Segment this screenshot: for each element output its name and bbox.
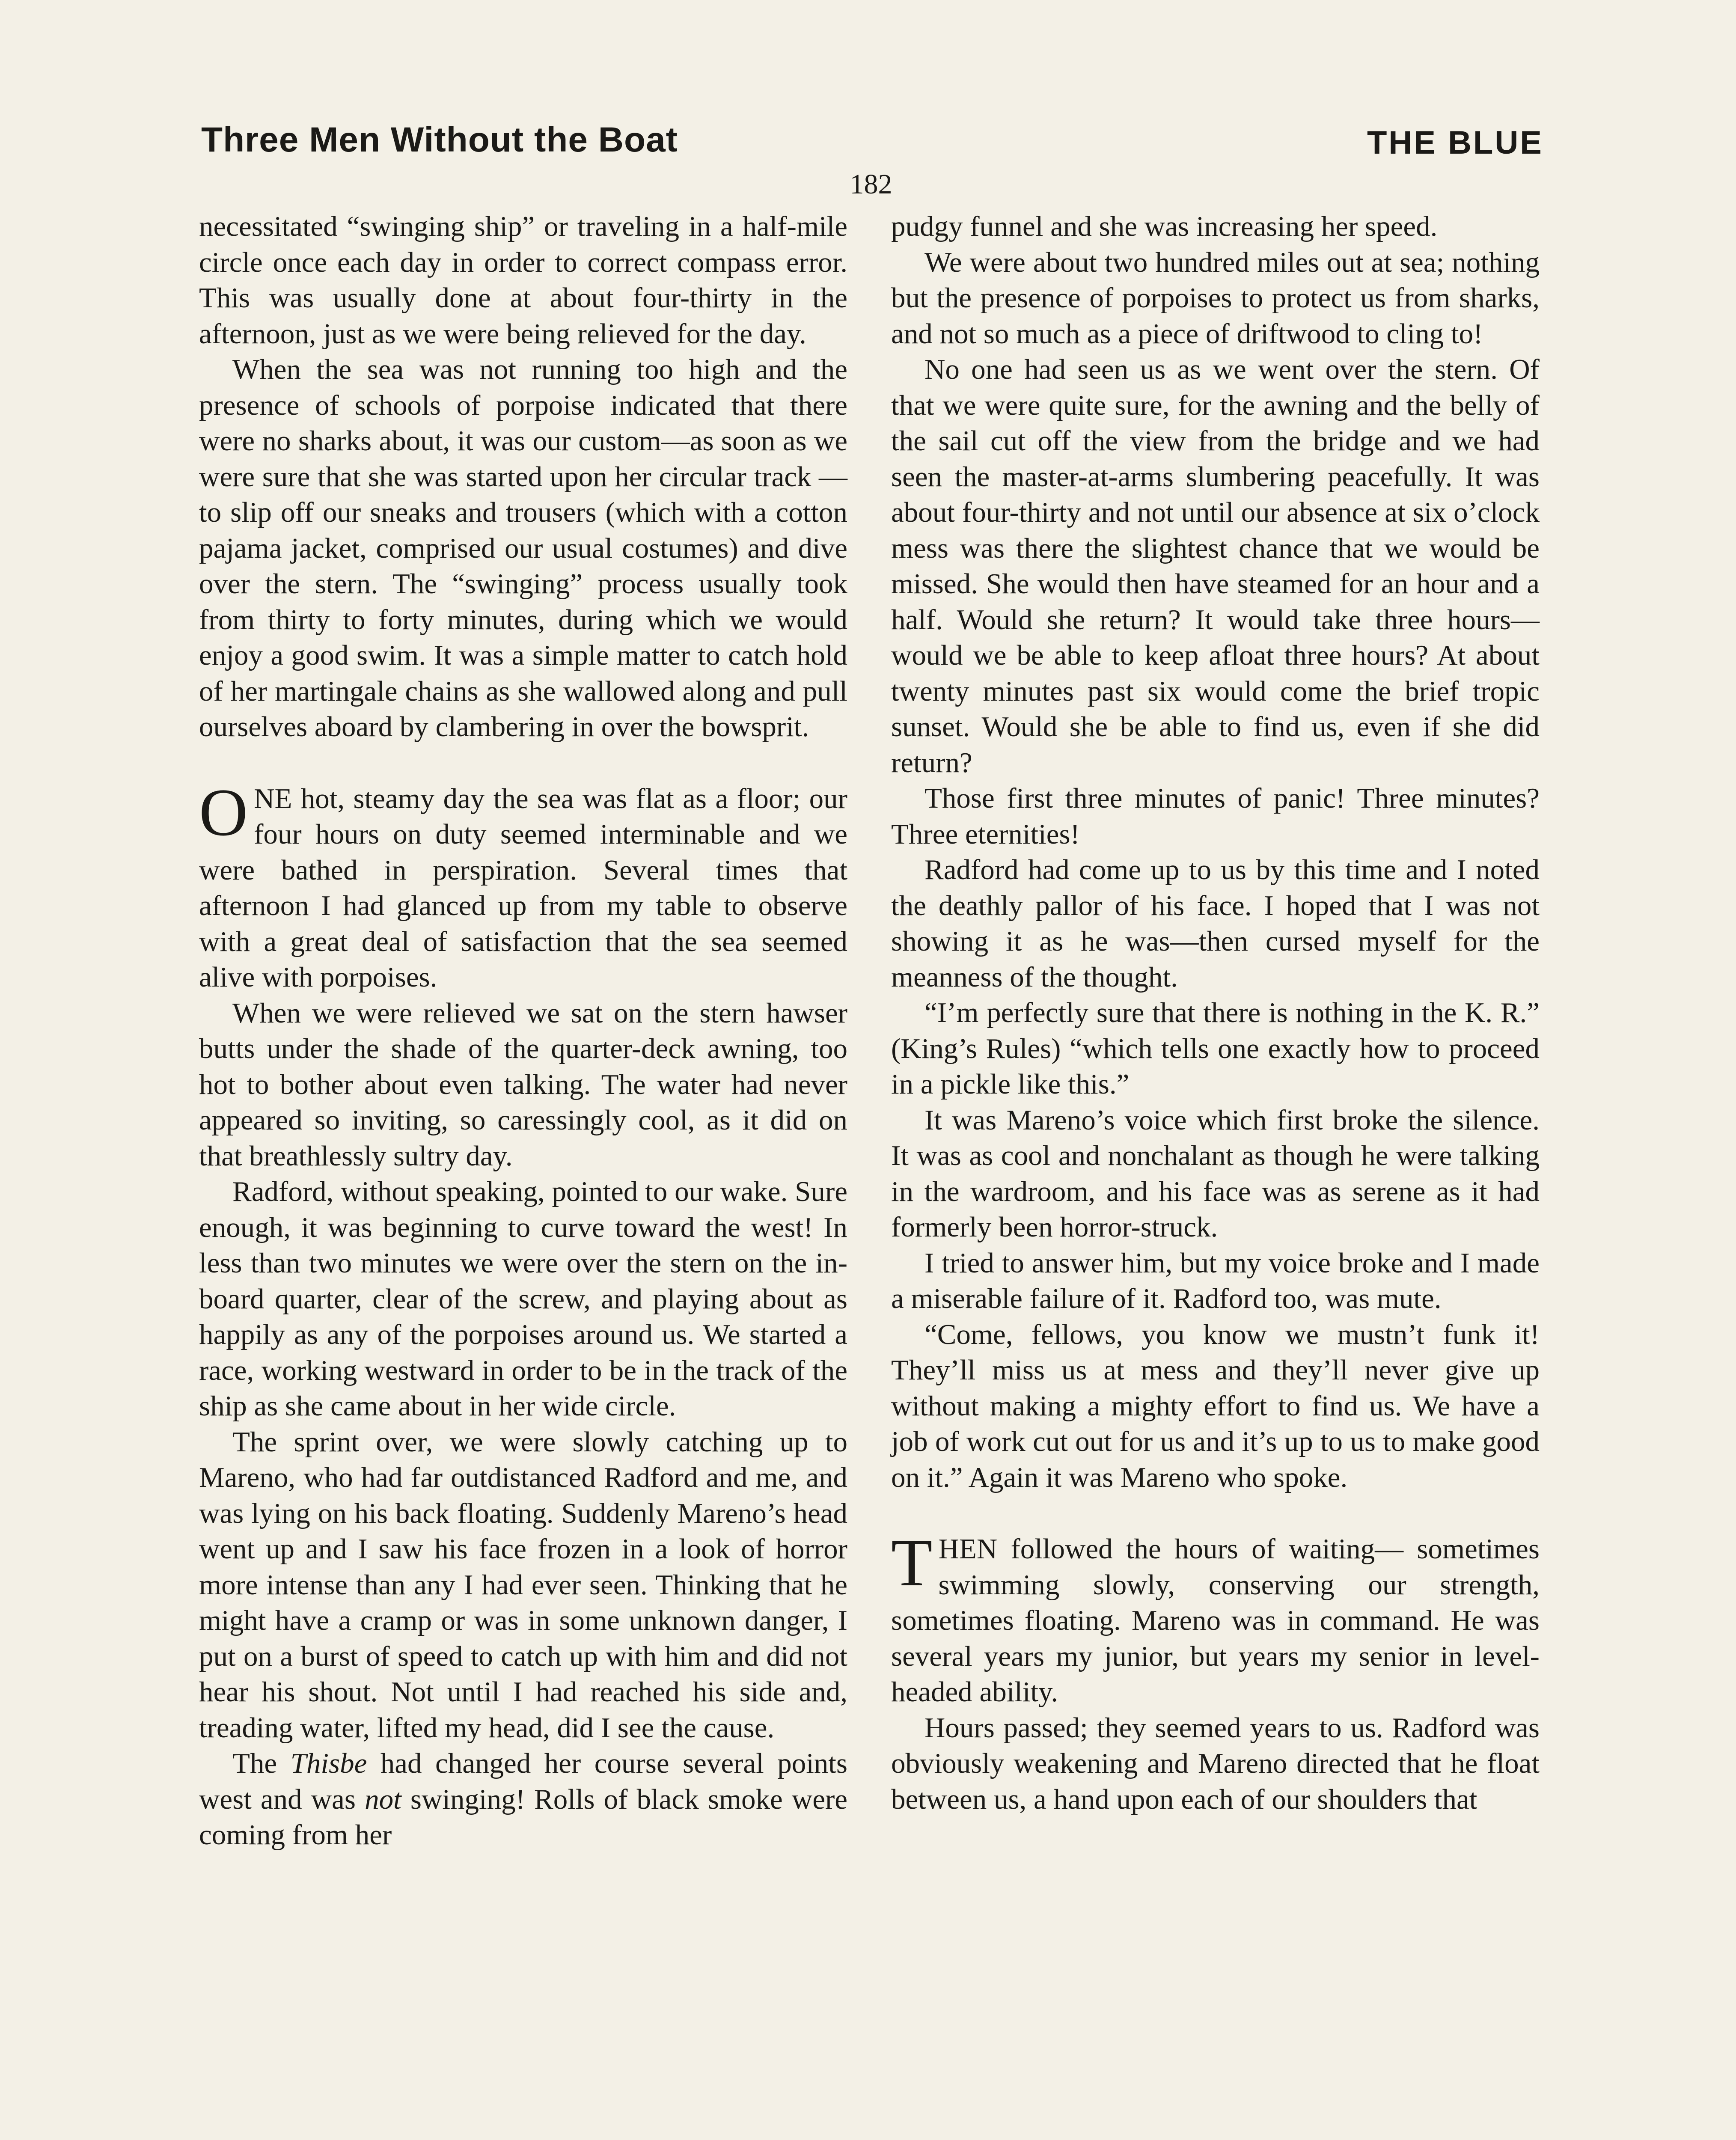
paragraph: Hours passed; they seemed years to us. Radford was obviously weakening and Mareno directed that he float between us, a hand upon each of our shoulders that [891,1712,1540,1815]
emphasis: not [365,1783,401,1815]
paragraph: Those first three minutes of panic! Three minutes? Three eternities! [891,782,1540,850]
paragraph: The sprint over, we were slowly catching up to Mareno, who had far outdistanced Radford and me, and was lying on his back floating. Suddenly Mareno’s head went up and I saw his face frozen in a look of horror more intense than any I had ever seen. Thinking that he might have a cramp or was in some unknown danger, I put on a burst of speed to catch up with him and did not hear his shout. Not until I had reached his side and, treading water, lifted my head, did I see the cause. [199,1426,847,1744]
paragraph: “Come, fellows, you know we mustn’t funk it! They’ll miss us at mess and they’ll never give up without making a mighty effort to find us. We have a job of work cut out for us and it’s up to us to make good on it.” Again it was Mareno who spoke. [891,1318,1540,1493]
paragraph: No one had seen us as we went over the stern. Of that we were quite sure, for the awning and the belly of the sail cut off the view from the bridge and we had seen the master-at-arms slumbering peacefully. It was about four-thirty and not until our absence at six o’clock mess was there the slightest chance that we would be missed. She would then have steamed for an hour and a half. Would she return? It would take three hours—would we be able to keep afloat three hours? At about twenty minutes past six would come the brief tropic sunset. Would she be able to find us, even if she did return? [891,354,1540,779]
paragraph: We were about two hundred miles out at sea; nothing but the presence of porpoises to protect us from sharks, and not so much as a piece of driftwood to cling to! [891,246,1540,350]
paragraph: When we were relieved we sat on the stern hawser butts under the shade of the quarter-deck awning, too hot to bother about even talking. The water had never appeared so inviting, so caressingly cool, as it did on that breathlessly sultry day. [199,997,847,1172]
paragraph: I tried to answer him, but my voice broke and I made a miserable failure of it. Radford too, was mute. [891,1247,1540,1314]
section-paragraph [199,775,847,996]
text-run: swinging! Rolls of black smoke were coming from her [199,1783,847,1851]
page-number: 182 [850,169,892,200]
drop-cap: T [891,1525,933,1600]
paragraph: Radford had come up to us by this time and I noted the deathly pallor of his face. I hoped that I was not showing it as he was—then cursed myself for the meanness of the thought. [891,854,1540,993]
text-run: had changed her course several points west and was [199,1748,847,1815]
paragraph: It was Mareno’s voice which first broke the silence. It was as cool and nonchalant as though he were talking in the wardroom, and his face was as serene as it had formerly been horror-struck. [891,1104,1540,1243]
paragraph-text: NE hot, steamy day the sea was flat as a floor; our four hours on duty seemed interminable and we were bathed in perspiration. Several times that afternoon I had glanced up from my table to observe with a great deal of satisfaction that the sea seemed alive with porpoises. [199,782,847,993]
left-column [199,209,847,1853]
story-title: Three Men Without the Boat [201,120,678,159]
paragraph: Radford, without speaking, pointed to our wake. Sure enough, it was beginning to curve toward the west! In less than two minutes we were over the stern on the inboard quarter, clear of the screw, and playing about as happily as any of the porpoises around us. We started a race, working westward in order to be in the track of the ship as she came about in her wide circle. [199,1176,847,1422]
text-run: The [232,1748,291,1779]
magazine-name: THE BLUE [1367,125,1543,161]
paragraph: pudgy funnel and she was increasing her speed. [891,211,1438,242]
right-column [891,209,1540,1817]
paragraph: necessitated “swinging ship” or traveling in a half-mile circle once each day in order to correct compass error. This was usually done at about four-thirty in the afternoon, just as we were being relieved for the day. [199,211,847,350]
paragraph-text: HEN followed the hours of waiting— sometimes swimming slowly, conserving our strength, sometimes floating. Mareno was in command. He was several years my junior, but years my senior in level-headed ability. [891,1533,1540,1708]
paragraph: When the sea was not running too high and the presence of schools of porpoise indicated that there were no sharks about, it was our custom—as soon as we were sure that she was started upon her circular track —to slip off our sneaks and trousers (which with a cotton pajama jacket, comprised our usual costumes) and dive over the stern. The “swinging” process usually took from thirty to forty minutes, during which we would enjoy a good swim. It was a simple matter to catch hold of her martingale chains as she wallowed along and pull ourselves aboard by clambering in over the bowsprit. [199,354,847,743]
section-paragraph [891,1525,1540,1710]
drop-cap: O [199,775,248,850]
paragraph: “I’m perfectly sure that there is nothing in the K. R.” (King’s Rules) “which tells one exactly how to proceed in a pickle like this.” [891,997,1540,1100]
ship-name: Thisbe [290,1748,367,1779]
paragraph [199,1746,847,1853]
